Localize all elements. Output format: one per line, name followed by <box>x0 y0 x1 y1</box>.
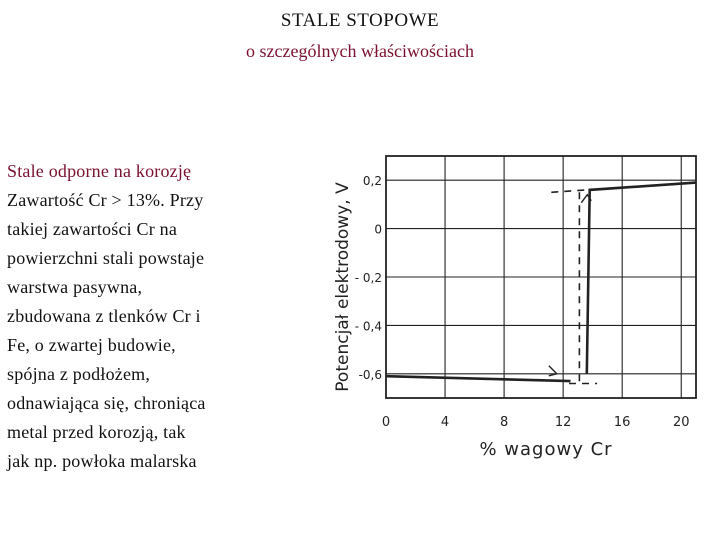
potential-chart <box>330 110 718 460</box>
body-text <box>7 157 307 476</box>
series-line <box>587 183 696 374</box>
x-tick-label: 12 <box>554 415 572 430</box>
chart-svg <box>330 110 718 460</box>
text-line: powierzchni stali powstaje <box>7 248 205 268</box>
text-line: jak np. powłoka malarska <box>7 451 197 471</box>
text-line: zbudowana z tlenków Cr i <box>7 306 201 326</box>
y-tick-label: 0,2 <box>362 174 382 189</box>
x-tick-label: 8 <box>499 415 509 430</box>
slide-subtitle: o szczególnych właściwościach <box>246 41 474 61</box>
text-line: metal przed korozją, tak <box>7 422 186 442</box>
text-line: Stale odporne na korozję <box>7 161 192 181</box>
series-dashed-line <box>551 190 587 192</box>
y-tick-label: - 0,2 <box>354 271 382 285</box>
x-axis-label: % wagowy Cr <box>479 439 613 460</box>
series-line <box>386 376 571 381</box>
y-tick-label: -0,6 <box>358 367 382 382</box>
text-line: spójna z podłożem, <box>7 364 151 384</box>
slide-title: STALE STOPOWE <box>280 10 440 31</box>
text-line: Fe, o zwartej budowie, <box>7 335 176 355</box>
x-tick-label: 4 <box>440 415 450 430</box>
text-line: takiej zawartości Cr na <box>7 219 178 239</box>
text-line: Zawartość Cr > 13%. Przy <box>7 190 204 210</box>
text-line: warstwa pasywna, <box>7 277 143 297</box>
text-line: odnawiająca się, chroniąca <box>7 393 206 413</box>
y-tick-label: - 0,4 <box>354 319 382 334</box>
y-tick-label: 0 <box>374 222 382 237</box>
x-tick-label: 16 <box>613 415 631 430</box>
x-tick-label: 20 <box>672 415 690 430</box>
x-tick-label: 0 <box>381 415 391 430</box>
y-axis-label: Potencjał elektrodowy, V <box>333 182 353 392</box>
